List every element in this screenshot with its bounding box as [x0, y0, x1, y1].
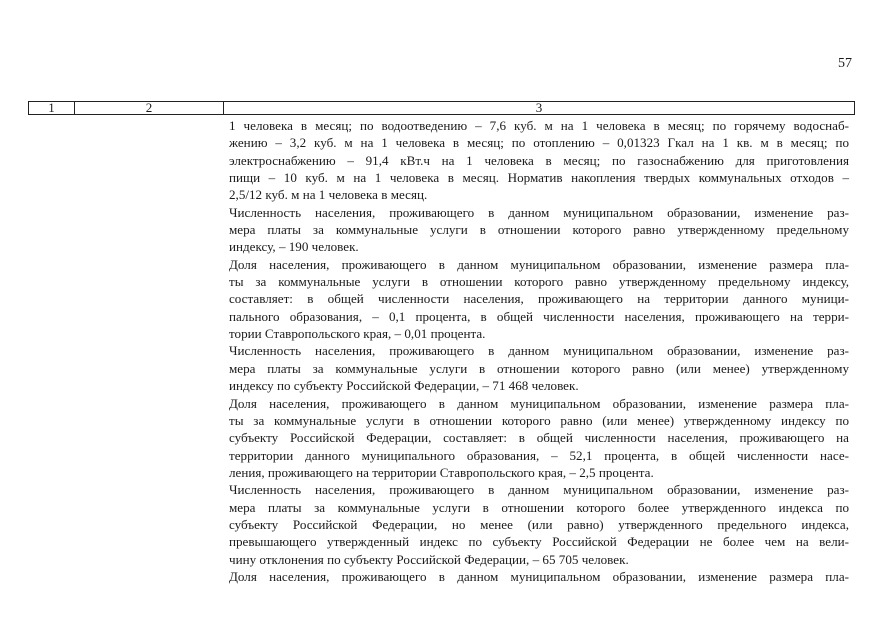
column-number-3: 3 [535, 100, 543, 115]
text-line: Численность населения, проживающего в данном муниципальном образовании, изменение раз- [229, 482, 849, 498]
text-line: пищи – 10 куб. м на 1 человека в месяц. Норматив накопления твердых коммунальных отходов – [229, 170, 849, 186]
text-line: составляет: в общей численности населения, проживающего на территории данного муници- [229, 291, 849, 307]
page-number: 57 [838, 56, 852, 71]
text-line: субъекту Российской Федерации, но менее (или равно) утвержденного предельного индекса, [229, 516, 849, 532]
document-body-text [229, 117, 849, 585]
text-line: Численность населения, проживающего в данном муниципальном образовании, изменение раз- [229, 204, 849, 220]
table-column-numbers-header [28, 101, 855, 115]
text-line: Доля населения, проживающего в данном муниципальном образовании, изменение размера пла- [229, 256, 849, 272]
text-line: тории Ставропольского края, – 0,01 процента. [229, 326, 486, 342]
text-line: ты за коммунальные услуги в отношении которого равно (или менее) утвержденному индексу по [229, 412, 849, 428]
text-line: территории данного муниципального образования, – 52,1 процента, в общей численности насе- [229, 447, 849, 463]
text-line: мера платы за коммунальные услуги в отношении которого равно (или менее) утвержденному [229, 360, 849, 376]
text-line: мера платы за коммунальные услуги в отношении которого равно утвержденному предельному [229, 222, 849, 238]
column-number-2: 2 [75, 102, 224, 114]
text-line: индексу, – 190 человек. [229, 239, 359, 255]
text-line: 1 человека в месяц; по водоотведению – 7,6 куб. м на 1 человека в месяц; по горячему водоснаб- [229, 118, 849, 133]
text-line: Численность населения, проживающего в данном муниципальном образовании, изменение раз- [229, 343, 849, 359]
text-line: ты за коммунальные услуги в отношении которого равно утвержденному предельному индексу, [229, 274, 849, 290]
text-line: 2,5/12 куб. м на 1 человека в месяц. [229, 187, 428, 203]
text-line: превышающего утвержденный индекс по субъекту Российской Федерации не более чем на вели- [229, 534, 849, 550]
text-line: Доля населения, проживающего в данном муниципальном образовании, изменение размера пла- [229, 395, 849, 411]
column-number-1: 1 [29, 102, 75, 114]
text-line: мера платы за коммунальные услуги в отношении которого более утвержденного индекса по [229, 499, 849, 515]
text-line: Доля населения, проживающего в данном муниципальном образовании, изменение размера пла- [229, 568, 849, 584]
text-line: жению – 3,2 куб. м на 1 человека в месяц; по отоплению – 0,01323 Гкал на 1 кв. м в месяц; по [229, 135, 849, 151]
text-line: пального образования, – 0,1 процента, в общей численности населения, проживающего на терри- [229, 308, 849, 324]
text-line: чину отклонения по субъекту Российской Федерации, – 65 705 человек. [229, 551, 629, 567]
text-line: ления, проживающего на территории Ставропольского края, – 2,5 процента. [229, 464, 654, 480]
text-line: индексу по субъекту Российской Федерации, – 71 468 человек. [229, 378, 579, 394]
text-line: субъекту Российской Федерации, составляет: в общей численности населения, проживающего на [229, 430, 849, 446]
text-line: электроснабжению – 91,4 кВт.ч на 1 человека в месяц; по газоснабжению для приготовления [229, 152, 849, 168]
